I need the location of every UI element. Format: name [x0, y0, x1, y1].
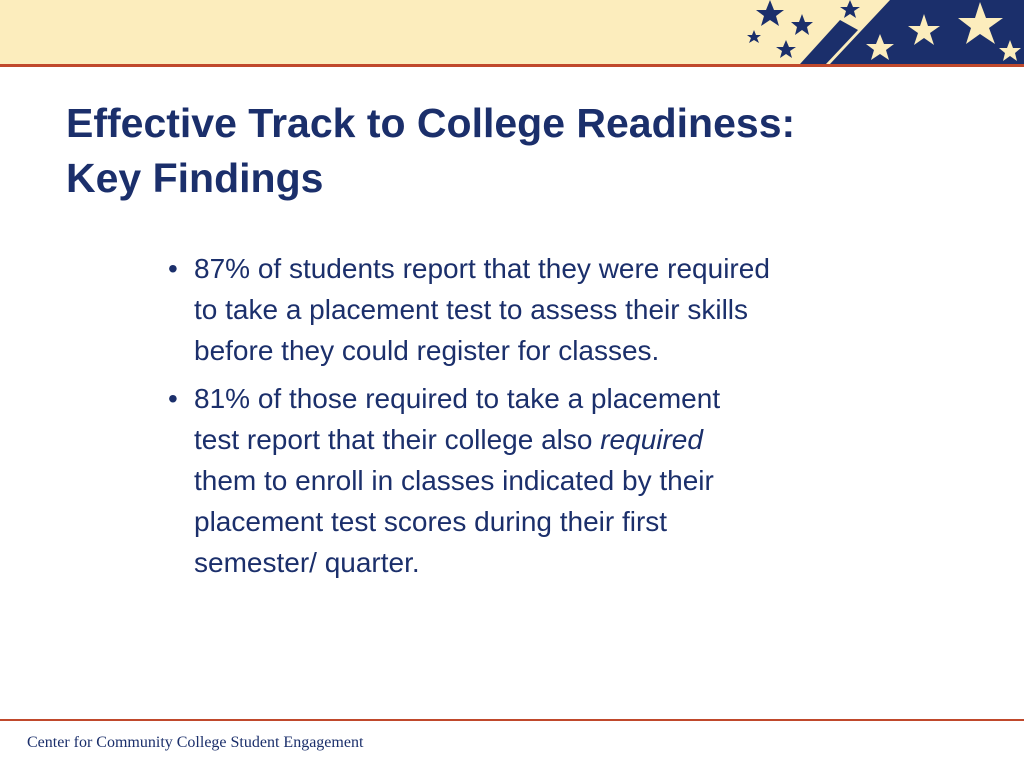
bullet-2-line-5: semester/ quarter.: [194, 547, 420, 578]
header-rule: [0, 64, 1024, 67]
bullet-2-line-1: 81% of those required to take a placement: [194, 383, 721, 414]
bullet-1-line-1: 87% of students report that they were required: [194, 253, 770, 284]
footer-organization: Center for Community College Student Engagement: [27, 734, 364, 751]
bullet-marker: •: [168, 383, 178, 414]
slide-title: [66, 96, 946, 206]
bullet-2-line-4: placement test scores during their first: [194, 506, 668, 537]
bullet-marker: •: [168, 253, 178, 284]
footer-rule: [0, 719, 1024, 721]
bullet-item-1: [168, 248, 908, 371]
bullet-1-line-2: to take a placement test to assess their skills: [194, 294, 749, 325]
bullet-2-line-2-text: test report that their college also: [194, 424, 601, 455]
bullet-item-2: [168, 378, 908, 583]
bullet-list: [168, 248, 908, 590]
bullet-1-line-3: before they could register for classes.: [194, 335, 660, 366]
stars-decoration-icon: [740, 0, 1024, 64]
bullet-2-line-2: [194, 419, 908, 460]
bullet-2-line-3: them to enroll in classes indicated by their: [194, 465, 714, 496]
slide-title-line-2: Key Findings: [66, 155, 324, 201]
slide-title-line-1: Effective Track to College Readiness:: [66, 100, 796, 146]
emphasis-required: required: [600, 424, 703, 455]
